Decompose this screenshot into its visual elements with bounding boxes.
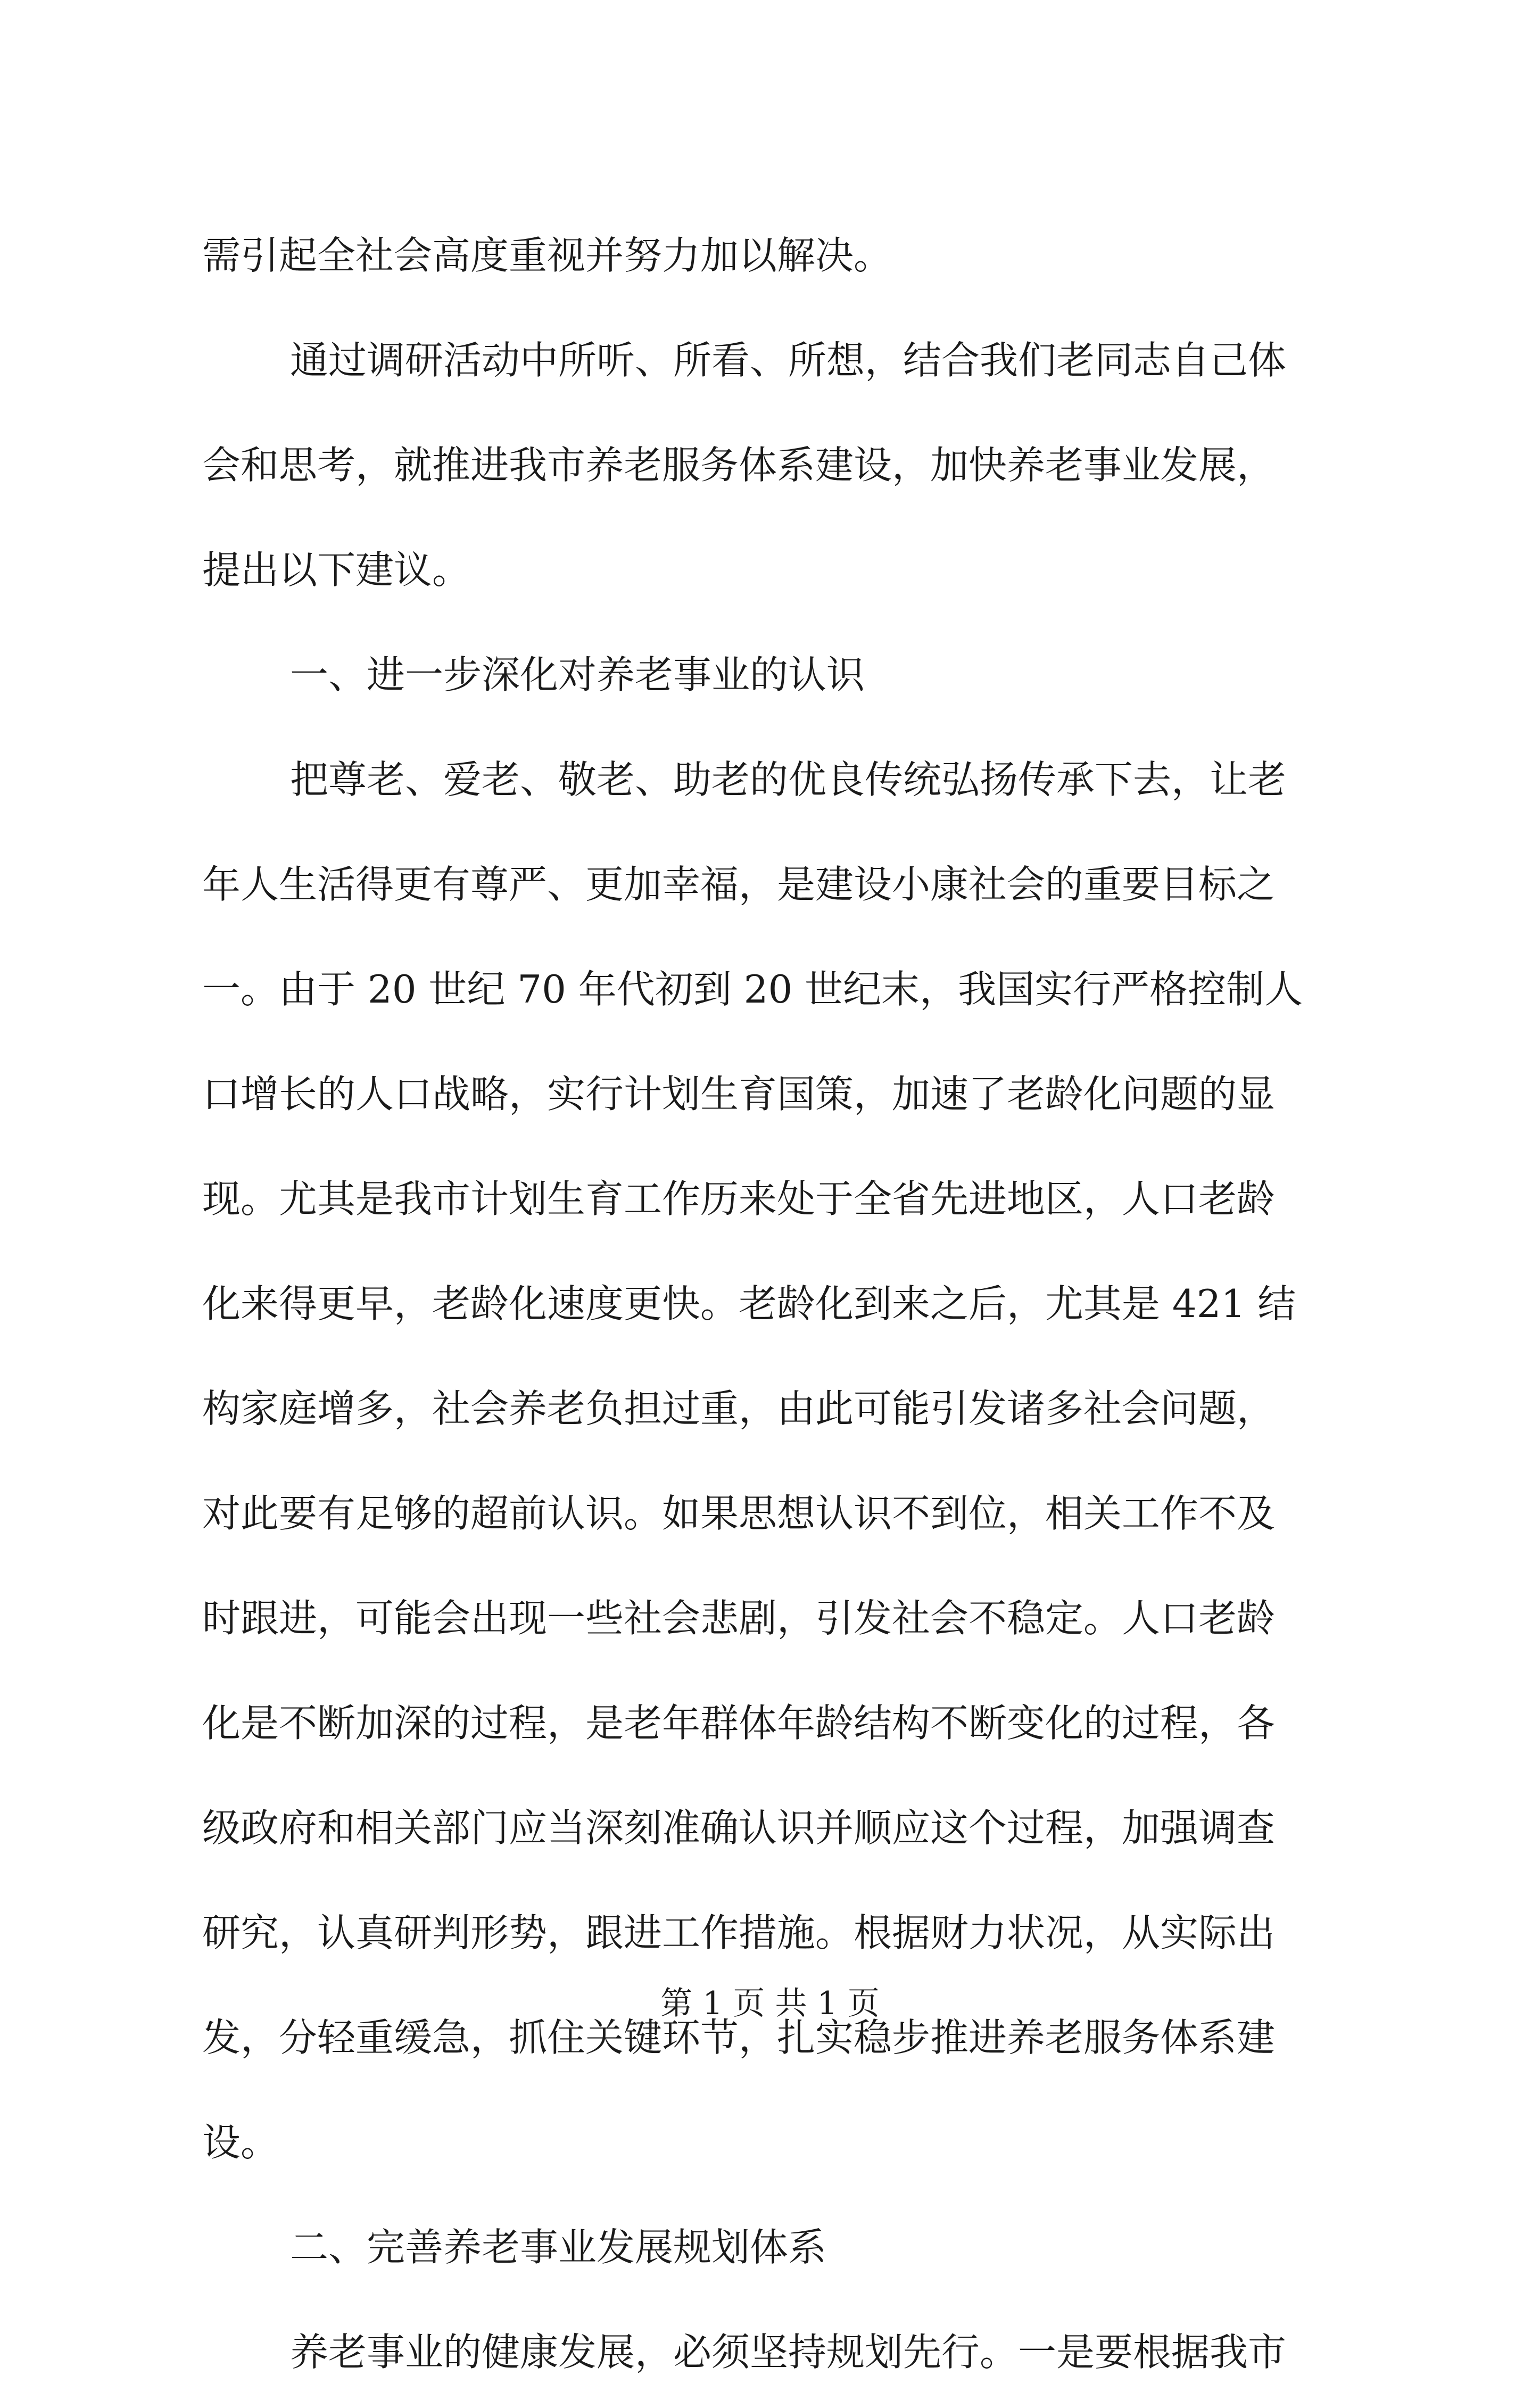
- text-line: [0, 845, 1540, 924]
- page-footer: 第 1 页 共 1 页: [660, 1985, 880, 2022]
- text-line: [0, 740, 1540, 820]
- line-text: 化来得更早，老龄化速度更快。老龄化到来之后，尤其是 421 结: [202, 1281, 1296, 1326]
- line-text: 化是不断加深的过程，是老年群体年龄结构不断变化的过程，各: [202, 1701, 1276, 1745]
- line-text: 一、进一步深化对养老事业的认识: [290, 652, 865, 697]
- line-text: 时跟进，可能会出现一些社会悲剧，引发社会不稳定。人口老龄: [202, 1596, 1276, 1641]
- text-line: [0, 2312, 1540, 2392]
- line-text: 一。由于 20 世纪 70 年代初到 20 世纪末，我国实行严格控制人: [202, 967, 1303, 1012]
- section-heading-2: [0, 2207, 1540, 2287]
- text-line: [0, 1264, 1540, 1344]
- line-text: 提出以下建议。: [202, 548, 471, 592]
- line-text: 二、完善养老事业发展规划体系: [290, 2225, 827, 2270]
- line-text: 需引起全社会高度重视并努力加以解决。: [202, 233, 892, 278]
- line-text: 年人生活得更有尊严、更加幸福，是建设小康社会的重要目标之: [202, 862, 1276, 907]
- text-line: [0, 1054, 1540, 1134]
- text-line: [0, 1474, 1540, 1553]
- text-line: [0, 320, 1540, 400]
- line-text: 通过调研活动中所听、所看、所想，结合我们老同志自己体: [290, 338, 1287, 383]
- line-text: 级政府和相关部门应当深刻准确认识并顺应这个过程，加强调查: [202, 1806, 1276, 1850]
- line-text: 口增长的人口战略，实行计划生育国策，加速了老龄化问题的显: [202, 1072, 1276, 1116]
- text-line: [0, 1788, 1540, 1868]
- line-text: 把尊老、爱老、敬老、助老的优良传统弘扬传承下去，让老: [290, 757, 1287, 802]
- text-line: [0, 425, 1540, 505]
- text-line: [0, 2103, 1540, 2182]
- line-text: 发，分轻重缓急，抓住关键环节，扎实稳步推进养老服务体系建: [202, 2015, 1276, 2060]
- text-line: [0, 1683, 1540, 1763]
- line-text: 会和思考，就推进我市养老服务体系建设，加快养老事业发展，: [202, 443, 1276, 487]
- text-line: [0, 1578, 1540, 1658]
- line-text: 研究，认真研判形势，跟进工作措施。根据财力状况，从实际出: [202, 1910, 1276, 1955]
- line-text: 养老事业的健康发展，必须坚持规划先行。一是要根据我市: [290, 2330, 1287, 2374]
- line-text: 对此要有足够的超前认识。如果思想认识不到位，相关工作不及: [202, 1491, 1276, 1536]
- text-line: [0, 1369, 1540, 1449]
- text-line: [0, 1159, 1540, 1239]
- text-line: [0, 949, 1540, 1029]
- text-line: [0, 216, 1540, 295]
- text-line: [0, 1893, 1540, 1973]
- line-text: 现。尤其是我市计划生育工作历来处于全省先进地区，人口老龄: [202, 1177, 1276, 1221]
- text-line: [0, 530, 1540, 610]
- line-text: 设。: [202, 2120, 279, 2165]
- section-heading-1: [0, 635, 1540, 715]
- line-text: 构家庭增多，社会养老负担过重，由此可能引发诸多社会问题，: [202, 1386, 1276, 1431]
